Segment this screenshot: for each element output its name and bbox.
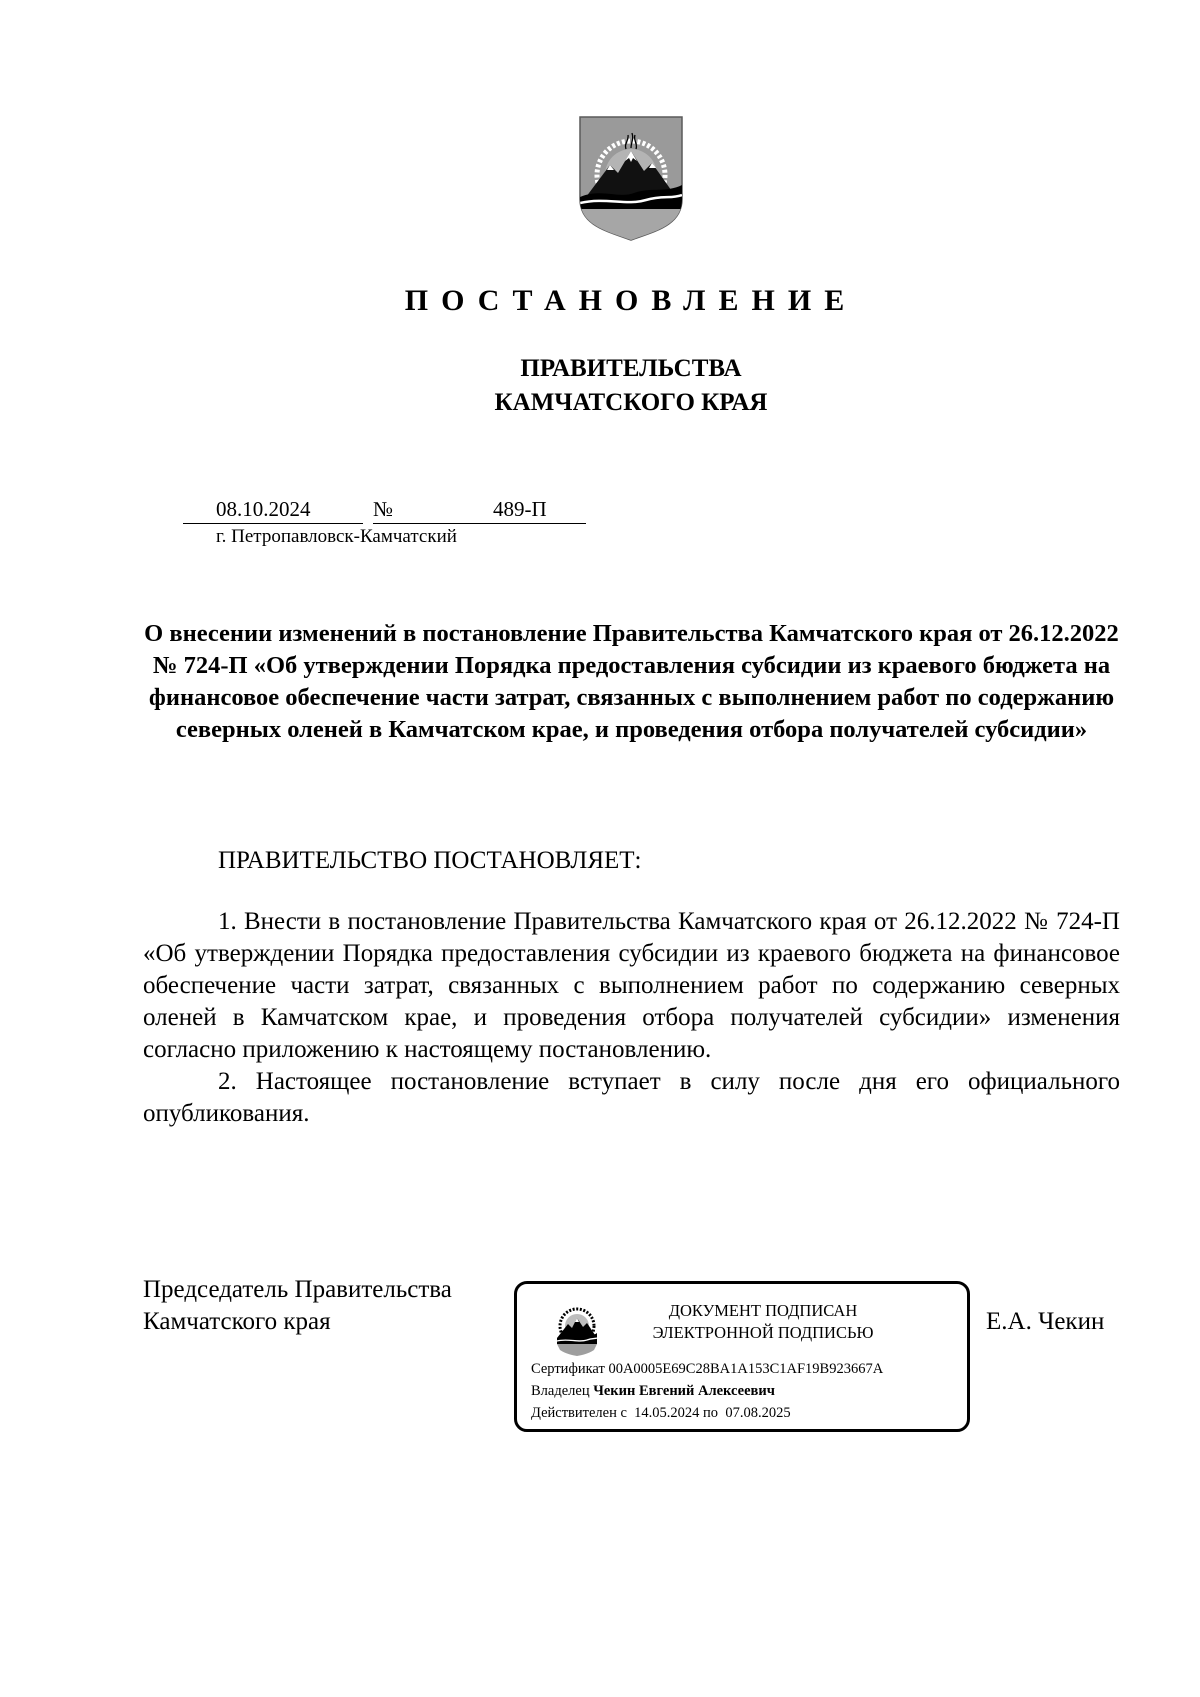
position-line-2: Камчатского края (143, 1308, 331, 1335)
stamp-header-line-1: ДОКУМЕНТ ПОДПИСАН (668, 1301, 858, 1320)
owner-value: Чекин Евгений Алексеевич (593, 1383, 775, 1399)
certificate-label: Сертификат (531, 1361, 605, 1377)
stamp-header (617, 1300, 909, 1344)
owner-row (531, 1381, 775, 1401)
valid-to: 07.08.2025 (725, 1405, 791, 1421)
city-of-issue: г. Петропавловск-Камчатский (216, 526, 457, 547)
registration-number-field (373, 496, 586, 524)
registration-date: 08.10.2024 (216, 497, 311, 521)
authority-line-1: ПРАВИТЕЛЬСТВА (520, 355, 742, 382)
document-title: О внесении изменений в постановление Правительства Камчатского края от 26.12.2022 № 724-П «Об утверждении Порядка предоставления субсидии из краевого бюджета на финансовое обеспечение части затрат, связанных с выполнением работ по содержанию северных оленей в Камчатском крае, и проведения отбора получателей субсидии» (144, 620, 1119, 743)
position-line-1: Председатель Правительства (143, 1276, 452, 1303)
authority-line-2: КАМЧАТСКОГО КРАЯ (494, 389, 768, 416)
valid-to-label: по (703, 1405, 719, 1421)
paragraph-1: 1. Внести в постановление Правительства Камчатского края от 26.12.2022 № 724-П «Об утверждении Порядка предоставления субсидии из краевого бюджета на финансовое обеспечение части затрат, связанных с выполнением работ по содержанию северных оленей в Камчатском крае, и проведения отбора получателей субсидии» изменения согласно приложению к настоящему постановлению. (143, 908, 1120, 1063)
valid-label: Действителен с (531, 1405, 627, 1421)
decree-verb: ПРАВИТЕЛЬСТВО ПОСТАНОВЛЯЕТ: (218, 847, 642, 874)
document-body (143, 906, 1120, 1130)
signatory-position (143, 1274, 452, 1338)
signatory-name: Е.А. Чекин (986, 1308, 1105, 1335)
registration-date-field (183, 496, 363, 524)
owner-label: Владелец (531, 1383, 590, 1399)
paragraph-2: 2. Настоящее постановление вступает в силу после дня его официального опубликования. (143, 1068, 1120, 1127)
document-type: ПОСТАНОВЛЕНИЕ (404, 284, 858, 317)
issuing-authority (400, 352, 862, 420)
stamp-header-line-2: ЭЛЕКТРОННОЙ ПОДПИСЬЮ (652, 1323, 874, 1342)
certificate-value: 00A0005E69C28BA1A153C1AF19B923667A (608, 1361, 884, 1377)
certificate-row (531, 1359, 883, 1379)
valid-from: 14.05.2024 (634, 1405, 700, 1421)
registration-number: 489-П (493, 497, 547, 521)
electronic-signature-stamp (514, 1281, 970, 1432)
number-sign: № (373, 497, 394, 521)
kamchatka-coat-of-arms-icon (576, 113, 686, 241)
validity-row (531, 1403, 791, 1423)
stamp-coat-of-arms-icon (554, 1300, 600, 1356)
